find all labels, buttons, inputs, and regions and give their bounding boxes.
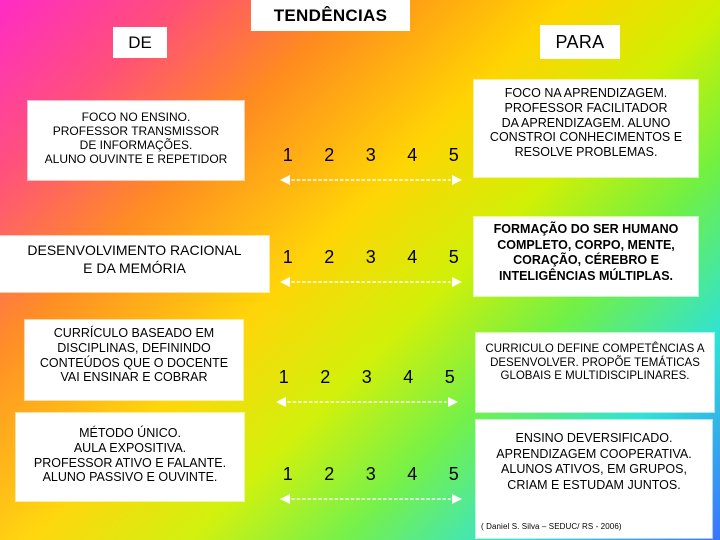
scale-number-5: 5 [448, 247, 460, 267]
scale-numbers-row-3 [276, 367, 458, 388]
scale-number-1: 1 [282, 247, 294, 267]
scale-number-3: 3 [365, 145, 377, 165]
scale-number-5: 5 [448, 464, 460, 484]
scale-number-2: 2 [324, 464, 335, 484]
scale-number-3: 3 [365, 247, 377, 267]
scale-row-3 [276, 367, 458, 412]
scale-line-row-2 [280, 275, 462, 289]
scale-number-3: 3 [361, 367, 373, 387]
scale-line-row-3 [276, 395, 458, 409]
left-item-4: MÉTODO ÚNICO. AULA EXPOSITIVA. PROFESSOR ATIVO E FALANTE. ALUNO PASSIVO E OUVINTE. [16, 413, 244, 501]
left-item-2: DESENVOLVIMENTO RACIONAL E DA MEMÓRIA [0, 236, 269, 292]
scale-number-2: 2 [324, 145, 335, 165]
scale-numbers-row-2 [280, 247, 462, 268]
scale-numbers-row-1 [280, 145, 462, 166]
scale-number-2: 2 [320, 367, 331, 387]
right-item-4: ENSINO DEVERSIFICADO. APRENDIZAGEM COOPERATIVA. ALUNOS ATIVOS, EM GRUPOS, CRIAM E ESTUDAM JUNTOS. [476, 420, 712, 538]
scale-number-5: 5 [448, 145, 460, 165]
scale-row-1 [280, 145, 462, 190]
scale-number-3: 3 [365, 464, 377, 484]
scale-number-4: 4 [407, 145, 418, 165]
scale-numbers-row-4 [280, 464, 462, 485]
scale-number-5: 5 [444, 367, 456, 387]
scale-number-1: 1 [282, 464, 294, 484]
from-label: DE [113, 27, 167, 58]
scale-row-2 [280, 247, 462, 292]
scale-number-2: 2 [324, 247, 335, 267]
left-item-1: FOCO NO ENSINO. PROFESSOR TRANSMISSOR DE INFORMAÇÕES. ALUNO OUVINTE E REPETIDOR [28, 101, 244, 180]
left-item-3: CURRÍCULO BASEADO EM DISCIPLINAS, DEFININDO CONTEÚDOS QUE O DOCENTE VAI ENSINAR E COBRAR [25, 320, 243, 400]
scale-line-row-1 [280, 173, 462, 187]
scale-number-4: 4 [407, 247, 418, 267]
right-item-3: CURRICULO DEFINE COMPETÊNCIAS A DESENVOLVER. PROPÕE TEMÁTICAS GLOBAIS E MULTIDISCIPLINARES. [476, 333, 714, 412]
scale-line-row-4 [280, 492, 462, 506]
scale-number-1: 1 [278, 367, 290, 387]
source-credit: ( Daniel S. Silva – SEDUC/ RS - 2006) [481, 522, 622, 531]
scale-number-4: 4 [407, 464, 418, 484]
right-item-2: FORMAÇÃO DO SER HUMANO COMPLETO, CORPO, MENTE, CORAÇÃO, CÉREBRO E INTELIGÊNCIAS MÚLTIPLAS. [474, 217, 698, 296]
scale-row-4 [280, 464, 462, 509]
scale-number-1: 1 [282, 145, 294, 165]
to-label: PARA [540, 25, 620, 59]
scale-number-4: 4 [403, 367, 414, 387]
slide-title: TENDÊNCIAS [251, 0, 410, 31]
right-item-1: FOCO NA APRENDIZAGEM. PROFESSOR FACILITADOR DA APRENDIZAGEM. ALUNO CONSTROI CONHECIMENTOS E RESOLVE PROBLEMAS. [474, 80, 698, 177]
